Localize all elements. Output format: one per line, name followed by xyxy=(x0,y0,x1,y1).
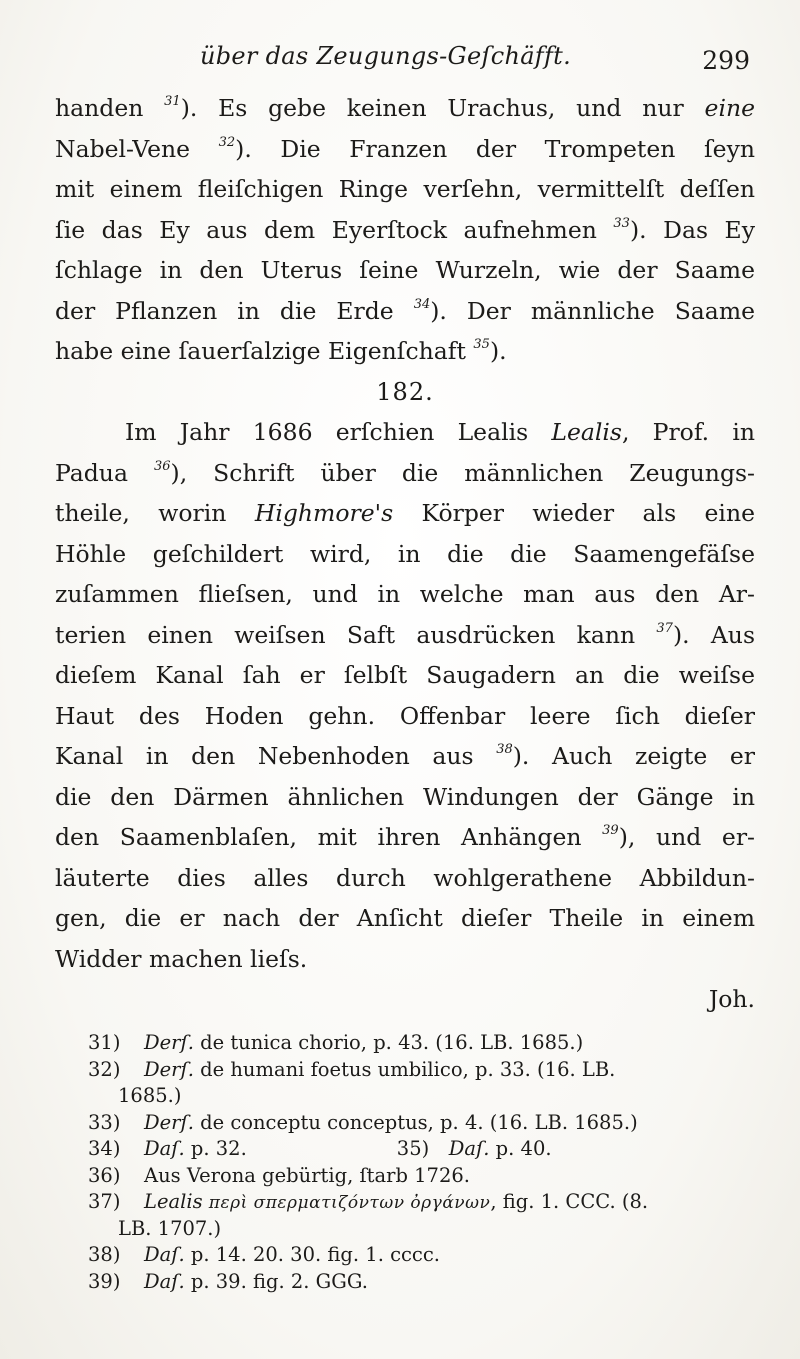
main-text xyxy=(55,88,755,1020)
catchword: Joh. xyxy=(708,985,755,1013)
footnote: 32) Derſ. de humani foetus umbilico, p. 33. (16. LB. xyxy=(88,1057,616,1081)
text-line: dieſem Kanal ſah er ſelbſt Saugadern an die weiſse xyxy=(55,661,755,689)
text-line: gen, die er nach der Anſicht dieſer Theile in einem xyxy=(55,904,755,932)
text-line: Höhle geſchildert wird, in die die Saamengefäſse xyxy=(55,539,755,568)
running-title: über das Zeugungs-Geſchäfft. xyxy=(200,42,572,70)
section-number: 182. xyxy=(376,377,434,406)
footnote: 38) Daſ. p. 14. 20. 30. fig. 1. cccc. xyxy=(88,1243,440,1266)
footnote: 37) Lealis περὶ σπερματιζόντων ὀργάνων, fig. 1. CCC. (8. xyxy=(88,1190,649,1213)
text-line: ſie das Ey aus dem Eyerſtock aufnehmen $^{33}$). Das Ey xyxy=(55,215,755,244)
page-header xyxy=(200,40,750,80)
footnote: 34) Daſ. p. 32. 35) Daſ. p. 40. xyxy=(88,1137,552,1160)
text-line: theile, worin Highmore's Körper wieder als eine xyxy=(55,499,755,527)
text-line: der Pflanzen in die Erde $^{34}$). Der männliche Saame xyxy=(55,296,756,325)
text-line: die den Därmen ähnlichen Windungen der Gänge in xyxy=(55,782,755,811)
text-line: Nabel-Vene $^{32}$). Die Franzen der Trompeten ſeyn xyxy=(55,134,755,163)
text-line: handen $^{31}$). Es gebe keinen Urachus, und nur eine xyxy=(55,94,755,122)
footnote-continuation: LB. 1707.) xyxy=(118,1216,222,1240)
text-line: mit einem fleiſchigen Ringe verſehn, vermittelſt deſſen xyxy=(55,175,755,203)
text-line: zuſammen flieſsen, und in welche man aus den Ar- xyxy=(55,580,755,608)
text-line: Widder machen lieſs. xyxy=(55,944,308,973)
text-line: den Saamenblaſen, mit ihren Anhängen $^{39}$), und er- xyxy=(55,823,755,851)
text-line: Padua $^{36}$), Schrift über die männlichen Zeugungs- xyxy=(55,458,755,487)
text-line: Kanal in den Nebenhoden aus $^{38}$). Auch zeigte er xyxy=(55,742,755,770)
footnote: 39) Daſ. p. 39. fig. 2. GGG. xyxy=(88,1269,368,1293)
text-line: ſchlage in den Uterus ſeine Wurzeln, wie der Saame xyxy=(55,256,755,284)
footnote: 36) Aus Verona gebürtig, ſtarb 1726. xyxy=(88,1163,470,1187)
text-line: terien einen weiſsen Saft ausdrücken kann $^{37}$). Aus xyxy=(55,620,756,649)
text-line: läuterte dies alles durch wohlgerathene Abbildun- xyxy=(55,863,755,892)
text-line: Haut des Hoden gehn. Offenbar leere ſich dieſer xyxy=(55,701,755,730)
text-line: habe eine ſauerſalzige Eigenſchaft $^{35}$). xyxy=(55,337,507,365)
footnotes xyxy=(88,1030,758,1295)
footnote: 31) Derſ. de tunica chorio, p. 43. (16. LB. 1685.) xyxy=(88,1031,584,1054)
footnote-continuation: 1685.) xyxy=(118,1084,182,1107)
page-number: 299 xyxy=(702,46,750,75)
footnote: 33) Derſ. de conceptu conceptus, p. 4. (16. LB. 1685.) xyxy=(88,1110,638,1134)
text-line: Im Jahr 1686 erſchien Lealis Lealis, Prof. in xyxy=(125,418,755,446)
